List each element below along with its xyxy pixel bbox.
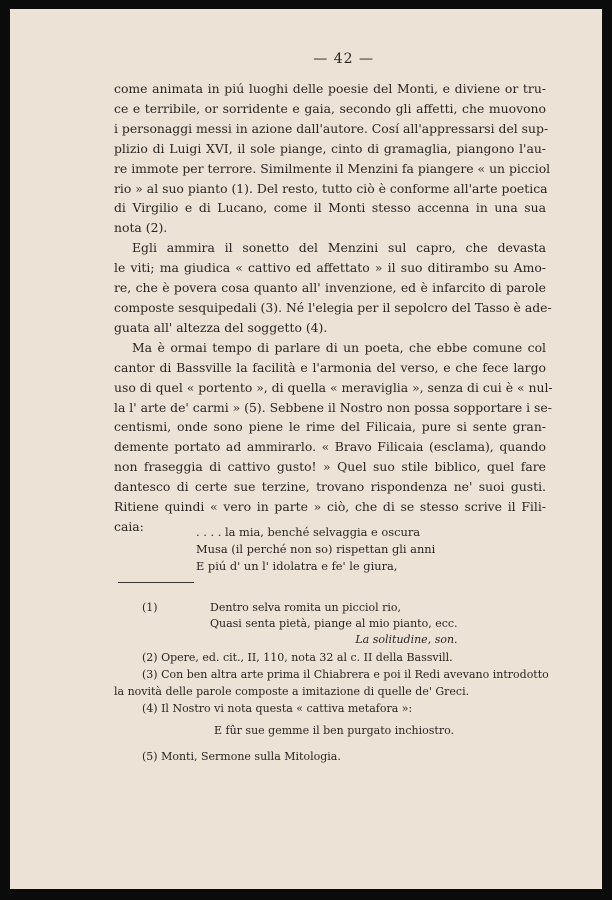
- body-line: nota (2).: [114, 220, 168, 236]
- main-text: [114, 79, 553, 537]
- body-line: Ma è ormai tempo di parlare di un poeta, che ebbe comune col: [132, 339, 546, 355]
- footnotes-2-4: [114, 649, 549, 717]
- footnote-verse-line: Quasi senta pietà, piange al mio pianto, ecc.: [210, 617, 458, 630]
- footnote-1-source: La solitudine, son.: [355, 633, 458, 646]
- footnote-separator: [118, 582, 194, 583]
- footnote-3-line: la novità delle parole composte a imitazione di quelle de' Greci.: [114, 685, 470, 698]
- verse-quote: [196, 524, 435, 575]
- footnote-3-line: (3) Con ben altra arte prima il Chiabrera e poi il Redi avevano introdotto: [142, 668, 549, 681]
- footnote-2: (2) Opere, ed. cit., II, 110, nota 32 al c. II della Bassvill.: [142, 651, 453, 664]
- body-line: cantor di Bassville la facilità e l'armonia del verso, e che fece largo: [114, 359, 546, 375]
- footnote-1-verse: [210, 600, 458, 648]
- body-line: Egli ammira il sonetto del Menzini sul capro, che devasta: [132, 240, 546, 256]
- body-line: centismi, onde sono piene le rime del Filicaia, pure si sente gran-: [114, 419, 546, 435]
- body-line: come animata in piú luoghi delle poesie del Monti, e diviene or tru-: [114, 81, 546, 96]
- body-line: di Virgilio e di Lucano, come il Monti stesso accenna in una sua: [114, 200, 546, 216]
- verse-line: Musa (il perché non so) rispettan gli anni: [196, 542, 436, 556]
- footnote-4: (4) Il Nostro vi nota questa « cattiva metafora »:: [142, 702, 413, 715]
- body-line: Ritiene quindi « vero in parte » ciò, che di se stesso scrive il Fili-: [114, 499, 546, 515]
- body-line: demente portato ad ammirarlo. « Bravo Filicaia (esclama), quando: [114, 439, 546, 455]
- body-line: uso di quel « portento », di quella « meraviglia », senza di cui è « nul-: [114, 379, 553, 395]
- footnote-1-marker: (1): [142, 601, 158, 614]
- body-line: i personaggi messi in azione dall'autore. Cosí all'appressarsi del sup-: [114, 120, 549, 136]
- footnote-4-verse: E fûr sue gemme il ben purgato inchiostro.: [214, 724, 455, 737]
- body-line: ce e terribile, or sorridente e gaia, secondo gli affetti, che muovono: [114, 100, 546, 116]
- footnote-verse-line: Dentro selva romita un picciol rio,: [210, 601, 402, 614]
- body-line: re immote per terrore. Similmente il Menzini fa piangere « un picciol: [114, 160, 551, 176]
- body-line: caia:: [114, 518, 144, 534]
- page-number: — 42 —: [313, 51, 374, 67]
- book-page: [10, 9, 602, 889]
- body-line: guata all' altezza del soggetto (4).: [114, 319, 328, 335]
- body-line: plizio di Luigi XVI, il sole piange, cinto di gramaglia, piangono l'au-: [114, 140, 546, 156]
- body-line: non fraseggia di cattivo gusto! » Quel suo stile biblico, quel fare: [114, 459, 546, 475]
- body-line: composte sesquipedali (3). Né l'elegia per il sepolcro del Tasso è ade-: [114, 299, 552, 315]
- body-line: la l' arte de' carmi » (5). Sebbene il Nostro non possa sopportare i se-: [114, 399, 552, 415]
- body-line: re, che è povera cosa quanto all' invenzione, ed è infarcito di parole: [114, 280, 546, 296]
- body-line: dantesco di certe sue terzine, trovano rispondenza ne' suoi gusti.: [114, 479, 546, 495]
- verse-line: . . . . la mia, benché selvaggia e oscura: [196, 525, 421, 539]
- body-line: le viti; ma giudica « cattivo ed affettato » il suo ditirambo su Amo-: [114, 260, 546, 276]
- footnote-5: (5) Monti, Sermone sulla Mitologia.: [142, 750, 341, 763]
- verse-line: E piú d' un l' idolatra e fe' le giura,: [196, 559, 398, 573]
- body-line: rio » al suo pianto (1). Del resto, tutto ciò è conforme all'arte poetica: [114, 180, 548, 196]
